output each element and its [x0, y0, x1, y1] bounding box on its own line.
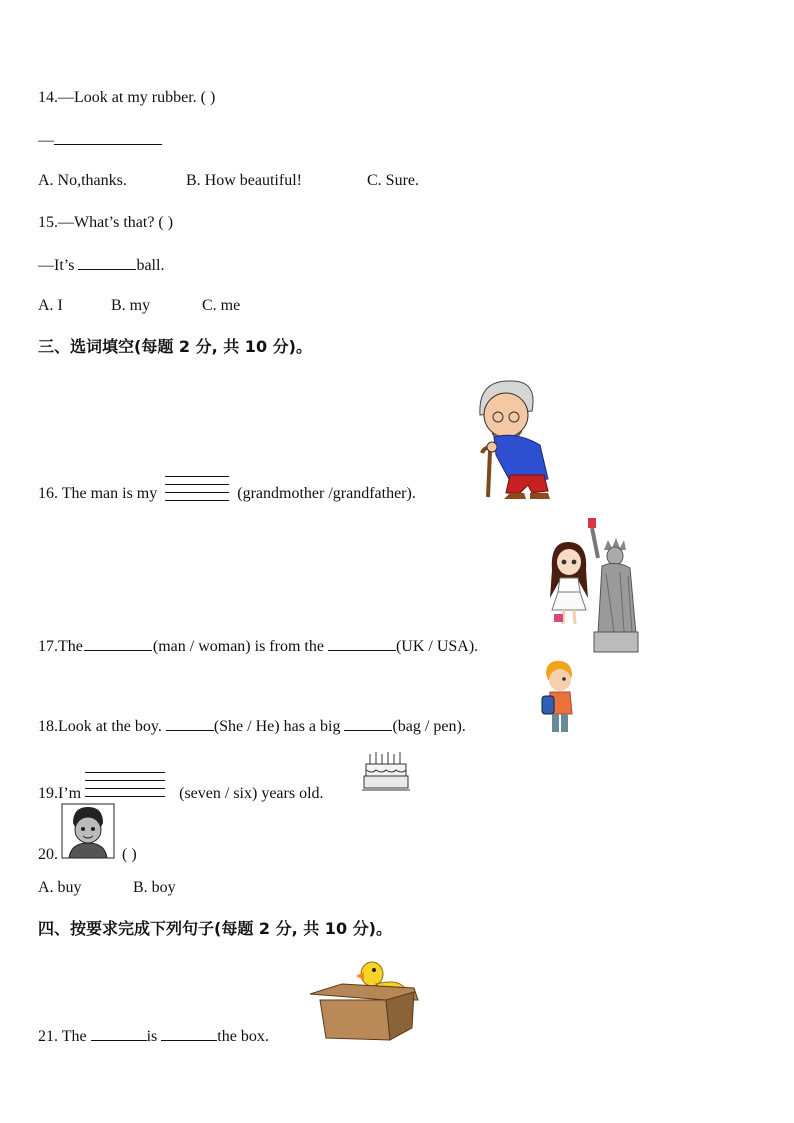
boy-with-bag-image: [540, 660, 574, 734]
question-15: [38, 213, 173, 233]
question-14-answer-line: —: [38, 130, 162, 151]
boy-face-image: [61, 803, 115, 859]
answer-blank[interactable]: [78, 255, 136, 270]
option-b[interactable]: B. my: [111, 297, 151, 314]
option-a[interactable]: A. buy: [38, 879, 82, 896]
grandfather-image: [470, 375, 554, 499]
answer-blank[interactable]: [328, 636, 396, 651]
answer-blank[interactable]: [344, 716, 392, 731]
question-20: 20. ( ): [38, 846, 137, 863]
option-c[interactable]: C. me: [202, 297, 241, 314]
question-16: 16. The man is my (grandmother /grandfather).: [38, 482, 416, 507]
option-b[interactable]: B. How beautiful!: [186, 172, 302, 189]
option-a[interactable]: A. I: [38, 297, 63, 314]
answer-blank[interactable]: [161, 1026, 217, 1041]
question-15-answer-line: —It’s ball.: [38, 257, 165, 274]
question-14-options: [38, 171, 419, 191]
answer-blank[interactable]: [54, 130, 162, 145]
section-4-heading: 四、按要求完成下列句子(每题 2 分, 共 10 分)。: [38, 919, 392, 938]
option-b[interactable]: B. boy: [133, 879, 176, 896]
four-line-writing-grid[interactable]: [85, 772, 165, 797]
birthday-cake-image: [362, 750, 410, 794]
question-21: 21. The is the box.: [38, 1028, 269, 1045]
answer-blank[interactable]: [91, 1026, 147, 1041]
question-19: 19.I’m (seven / six) years old.: [38, 782, 324, 807]
question-14: [38, 88, 215, 108]
question-17: 17.The (man / woman) is from the (UK / USA).: [38, 638, 479, 655]
question-15-options: [38, 296, 240, 316]
answer-blank[interactable]: [84, 636, 152, 651]
duck-in-box-image: [306, 954, 420, 1042]
section-3-heading: 三、选词填空(每题 2 分, 共 10 分)。: [38, 337, 312, 356]
option-c[interactable]: C. Sure.: [367, 172, 419, 189]
answer-blank[interactable]: [166, 716, 214, 731]
question-20-options: [38, 878, 176, 898]
question-15-text: 15.—What’s that? ( ): [38, 214, 174, 231]
question-18: 18.Look at the boy. (She / He) has a big (bag / pen).: [38, 718, 466, 735]
question-14-text: 14.—Look at my rubber. ( ): [38, 89, 216, 106]
option-a[interactable]: A. No,thanks.: [38, 172, 127, 189]
statue-of-liberty-image: [584, 514, 642, 654]
four-line-writing-grid[interactable]: [165, 476, 229, 501]
